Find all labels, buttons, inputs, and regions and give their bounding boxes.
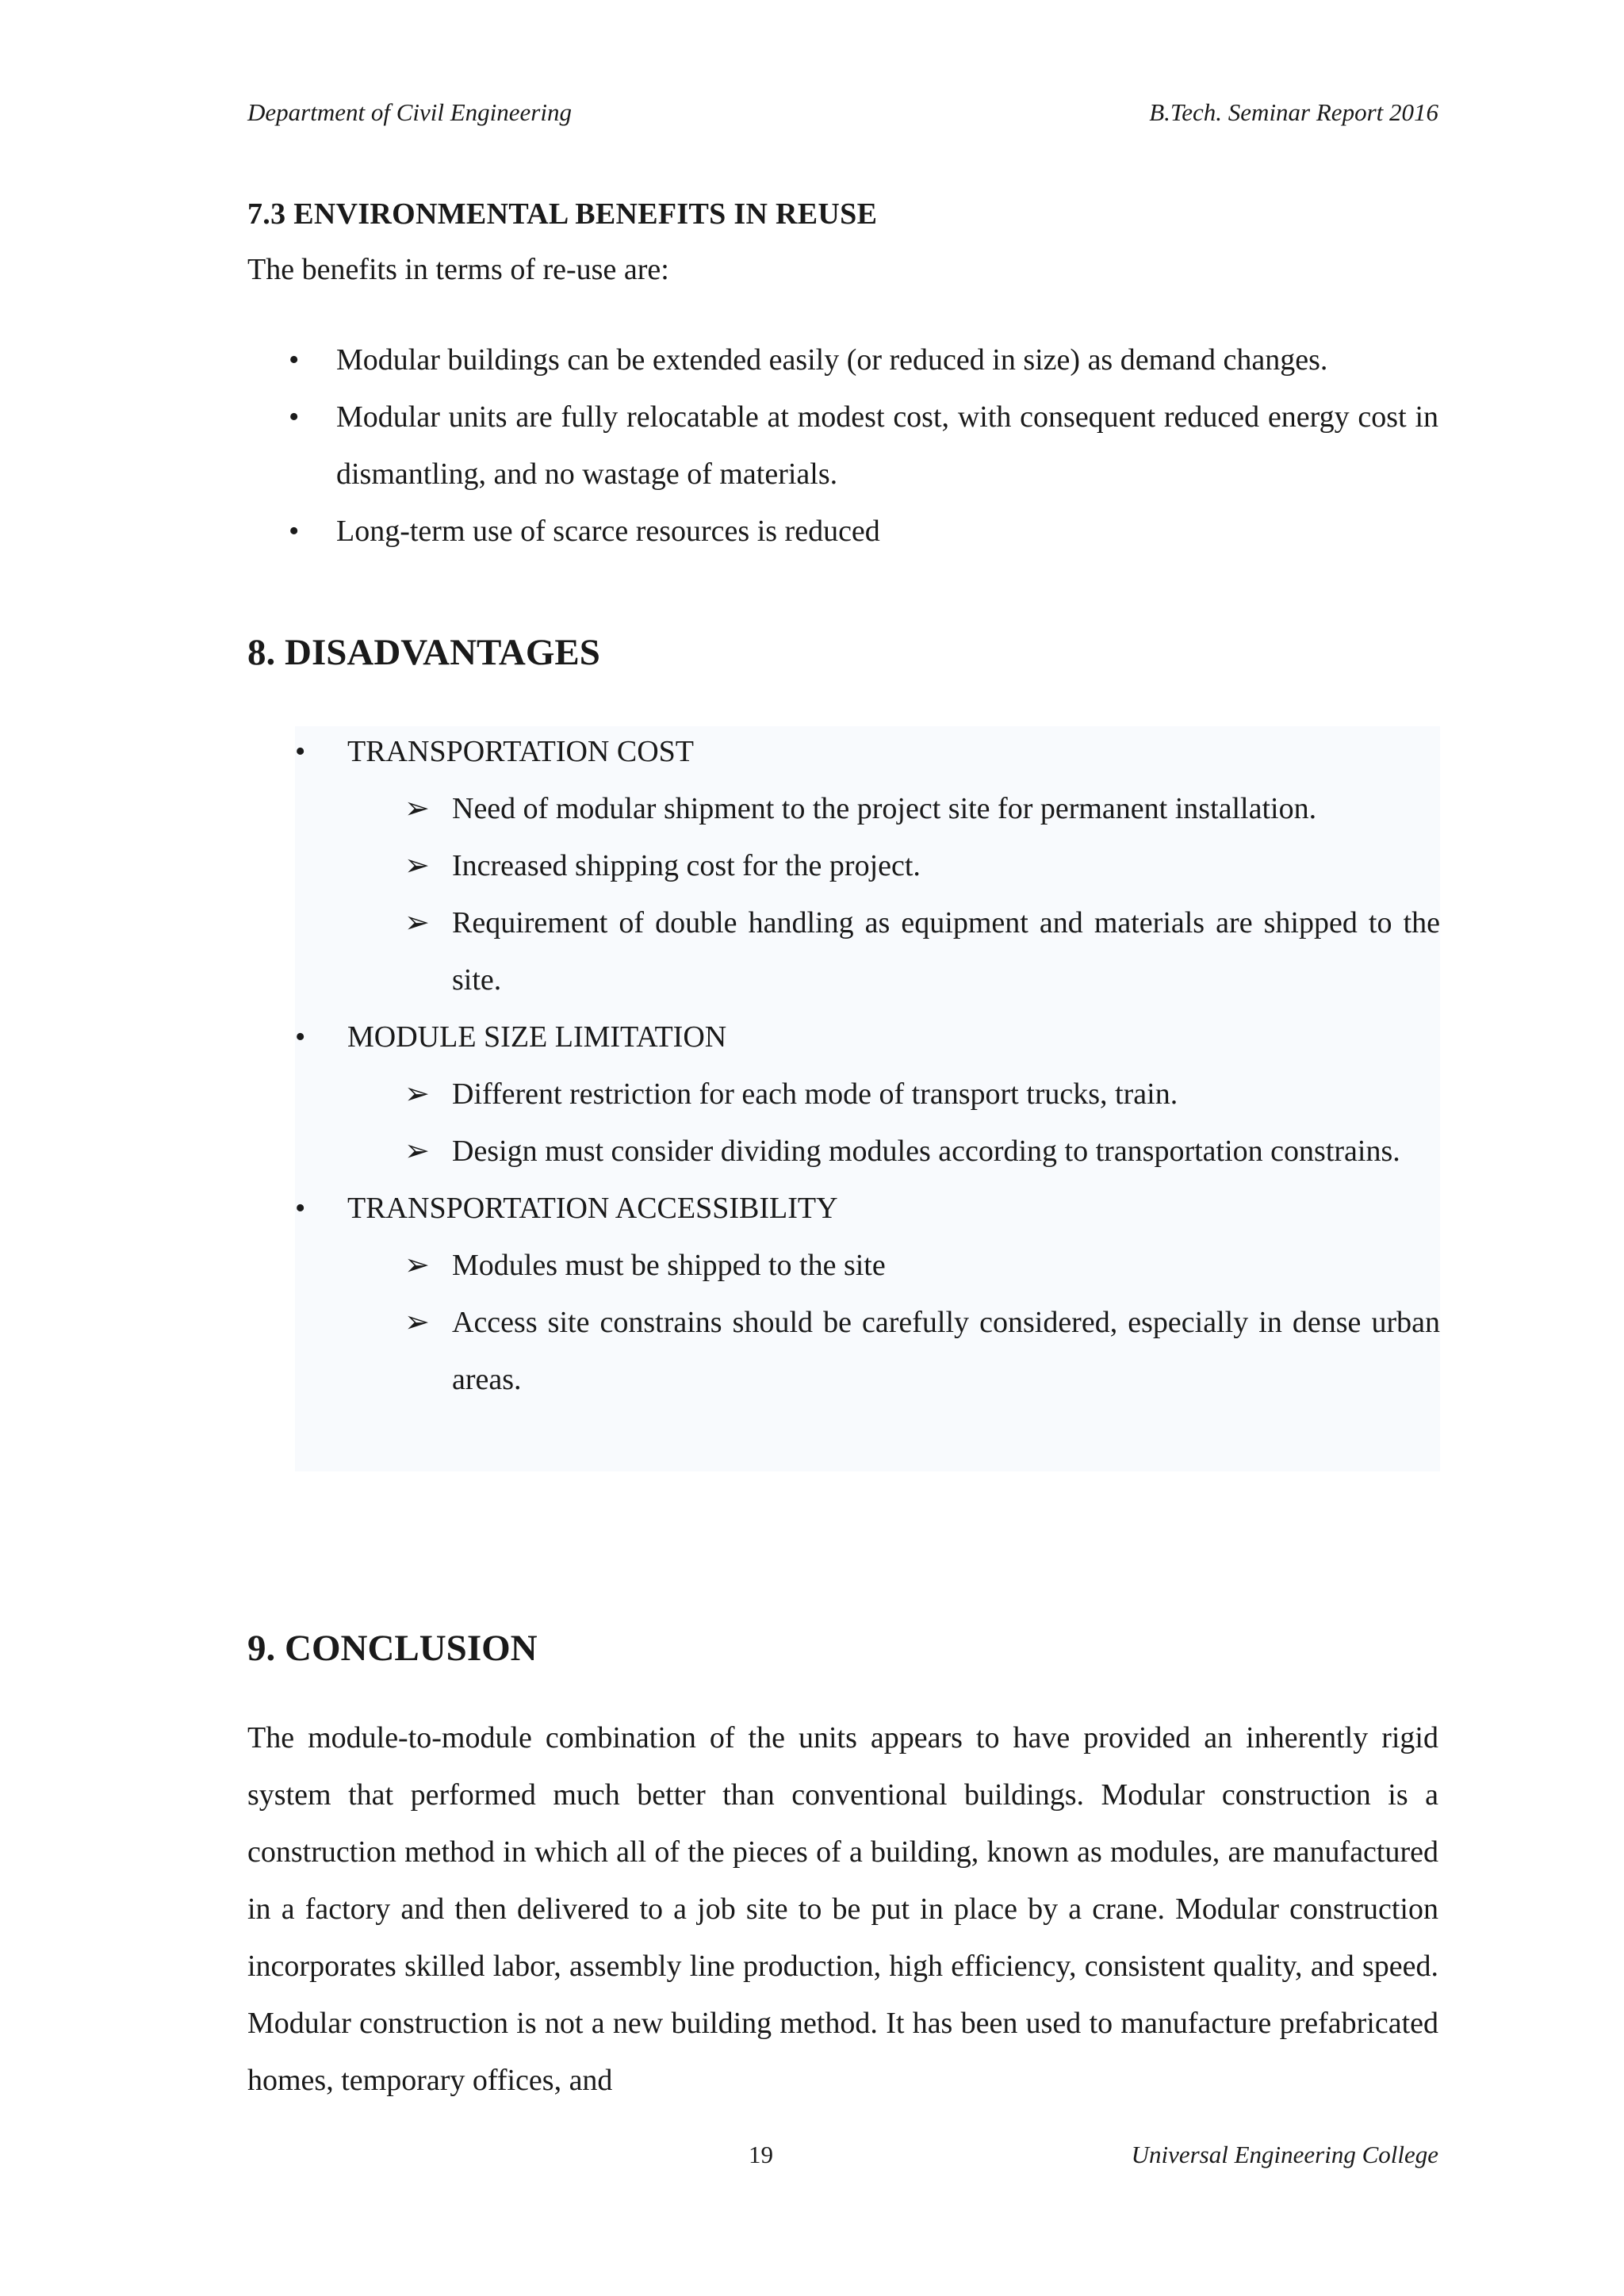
list-item <box>247 331 1438 388</box>
bullet-icon: • <box>295 1192 306 1225</box>
category-label: TRANSPORTATION ACCESSIBILITY <box>347 1192 838 1225</box>
section-8-title: 8. DISADVANTAGES <box>247 632 600 673</box>
sub-item <box>295 837 1440 894</box>
section-7-3-title: 7.3 ENVIRONMENTAL BENEFITS IN REUSE <box>247 197 878 231</box>
sub-item-text: Design must consider dividing modules according to transportation constrains. <box>452 1135 1400 1168</box>
reuse-benefits-list <box>247 331 1438 560</box>
list-item <box>247 388 1438 503</box>
sub-item <box>295 1123 1440 1180</box>
header-department: Department of Civil Engineering <box>247 98 572 126</box>
sub-item <box>295 1294 1440 1408</box>
running-header <box>247 98 1438 127</box>
bullet-icon: • <box>289 400 300 434</box>
bullet-icon: • <box>289 515 300 548</box>
arrow-bullet-icon: ➢ <box>404 792 430 825</box>
sub-item-text: Access site constrains should be carefully considered, especially in dense urban areas. <box>452 1306 1440 1396</box>
sub-item <box>295 1237 1440 1294</box>
bullet-icon: • <box>289 343 300 377</box>
category-item <box>295 1008 1440 1066</box>
footer-college-name: Universal Engineering College <box>1131 2141 1438 2168</box>
arrow-bullet-icon: ➢ <box>404 1135 430 1168</box>
sub-item <box>295 894 1440 1008</box>
arrow-bullet-icon: ➢ <box>404 849 430 882</box>
arrow-bullet-icon: ➢ <box>404 1077 430 1111</box>
category-label: TRANSPORTATION COST <box>347 735 694 768</box>
list-item-text: Modular units are fully relocatable at modest cost, with consequent reduced energy cost in dismantling, and no wastage of materials. <box>336 400 1438 491</box>
sub-item <box>295 780 1440 837</box>
category-item <box>295 1180 1440 1237</box>
category-label: MODULE SIZE LIMITATION <box>347 1020 727 1054</box>
sub-item-text: Need of modular shipment to the project site for permanent installation. <box>452 792 1317 825</box>
disadvantages-list <box>295 723 1440 1408</box>
sub-item <box>295 1066 1440 1123</box>
sub-item-text: Modules must be shipped to the site <box>452 1249 886 1282</box>
list-item-text: Long-term use of scarce resources is reduced <box>336 515 880 548</box>
section-7-3-intro: The benefits in terms of re-use are: <box>247 253 669 286</box>
arrow-bullet-icon: ➢ <box>404 1249 430 1282</box>
section-9-title: 9. CONCLUSION <box>247 1628 538 1669</box>
header-report-title: B.Tech. Seminar Report 2016 <box>1149 98 1438 126</box>
sub-item-text: Requirement of double handling as equipment and materials are shipped to the site. <box>452 906 1440 997</box>
conclusion-paragraph: The module-to-module combination of the units appears to have provided an inherently rigid system that performed much better than conventional buildings. Modular construction is a construction method in which all of the pieces of a building, known as modules, are manufactured in a factory and then delivered to a job site to be put in place by a crane. Modular construction incorporates skilled labor, assembly line production, high efficiency, consistent quality, and speed. Modular construction is not a new building method. It has been used to manufacture prefabricated homes, temporary offices, and <box>247 1721 1438 2097</box>
sub-item-text: Different restriction for each mode of transport trucks, train. <box>452 1077 1178 1111</box>
page-number: 19 <box>749 2141 773 2168</box>
list-item <box>247 503 1438 560</box>
bullet-icon: • <box>295 735 306 768</box>
category-item <box>295 723 1440 780</box>
arrow-bullet-icon: ➢ <box>404 1306 430 1339</box>
list-item-text: Modular buildings can be extended easily (or reduced in size) as demand changes. <box>336 343 1328 377</box>
bullet-icon: • <box>295 1020 306 1054</box>
sub-item-text: Increased shipping cost for the project. <box>452 849 921 882</box>
arrow-bullet-icon: ➢ <box>404 906 430 939</box>
